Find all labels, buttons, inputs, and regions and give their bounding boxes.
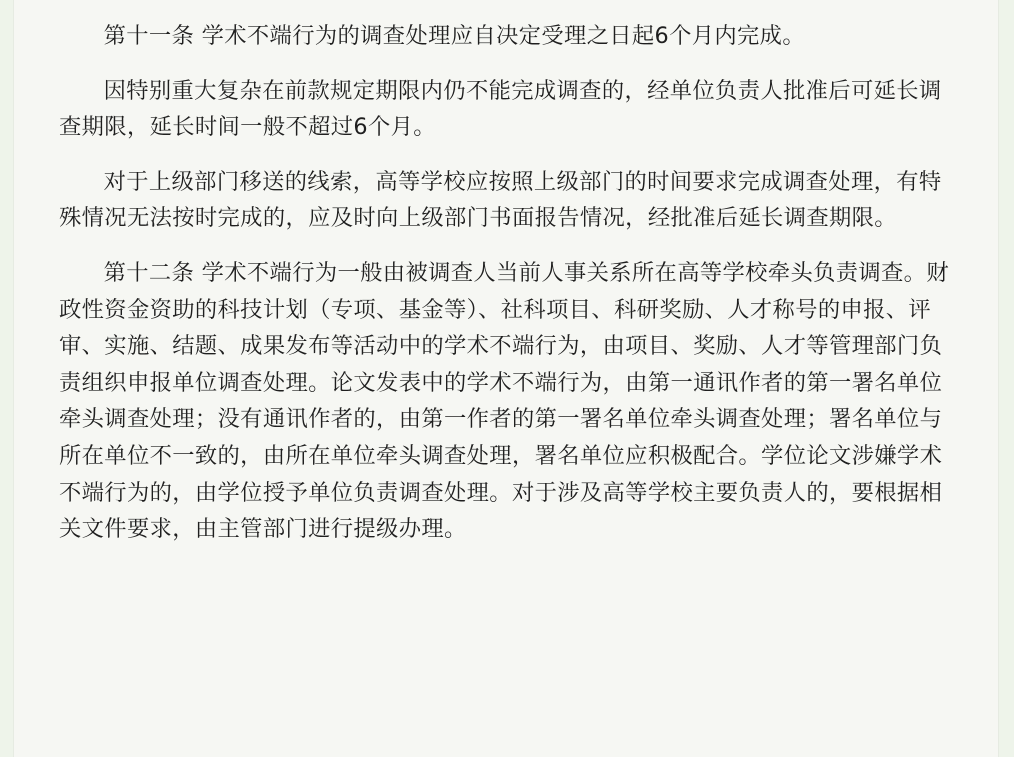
paragraph-referred-leads: 对于上级部门移送的线索，高等学校应按照上级部门的时间要求完成调查处理，有特殊情况无法按时完成的，应及时向上级部门书面报告情况，经批准后延长调查期限。 [59, 168, 942, 232]
paragraph-article-11: 第十一条 学术不端行为的调查处理应自决定受理之日起6个月内完成。 [103, 23, 805, 49]
article-page [14, 0, 998, 757]
paragraph-article-12: 第十二条 学术不端行为一般由被调查人当前人事关系所在高等学校牵头负责调查。财政性资金资助的科技计划（专项、基金等）、社科项目、科研奖励、人才称号的申报、评审、实施、结题、成果发布等活动中的学术不端行为，由项目、奖励、人才等管理部门负责组织申报单位调查处理。论文发表中的学术不端行为，由第一通讯作者的第一署名单位牵头调查处理；没有通讯作者的，由第一作者的第一署名单位牵头调查处理；署名单位与所在单位不一致的，由所在单位牵头调查处理，署名单位应积极配合。学位论文涉嫌学术不端行为的，由学位授予单位负责调查处理。对于涉及高等学校主要负责人的，要根据相关文件要求，由主管部门进行提级办理。 [59, 259, 949, 543]
paragraph-extension-rule: 因特别重大复杂在前款规定期限内仍不能完成调查的，经单位负责人批准后可延长调查期限，延长时间一般不超过6个月。 [59, 77, 942, 141]
article-body [59, 18, 959, 548]
